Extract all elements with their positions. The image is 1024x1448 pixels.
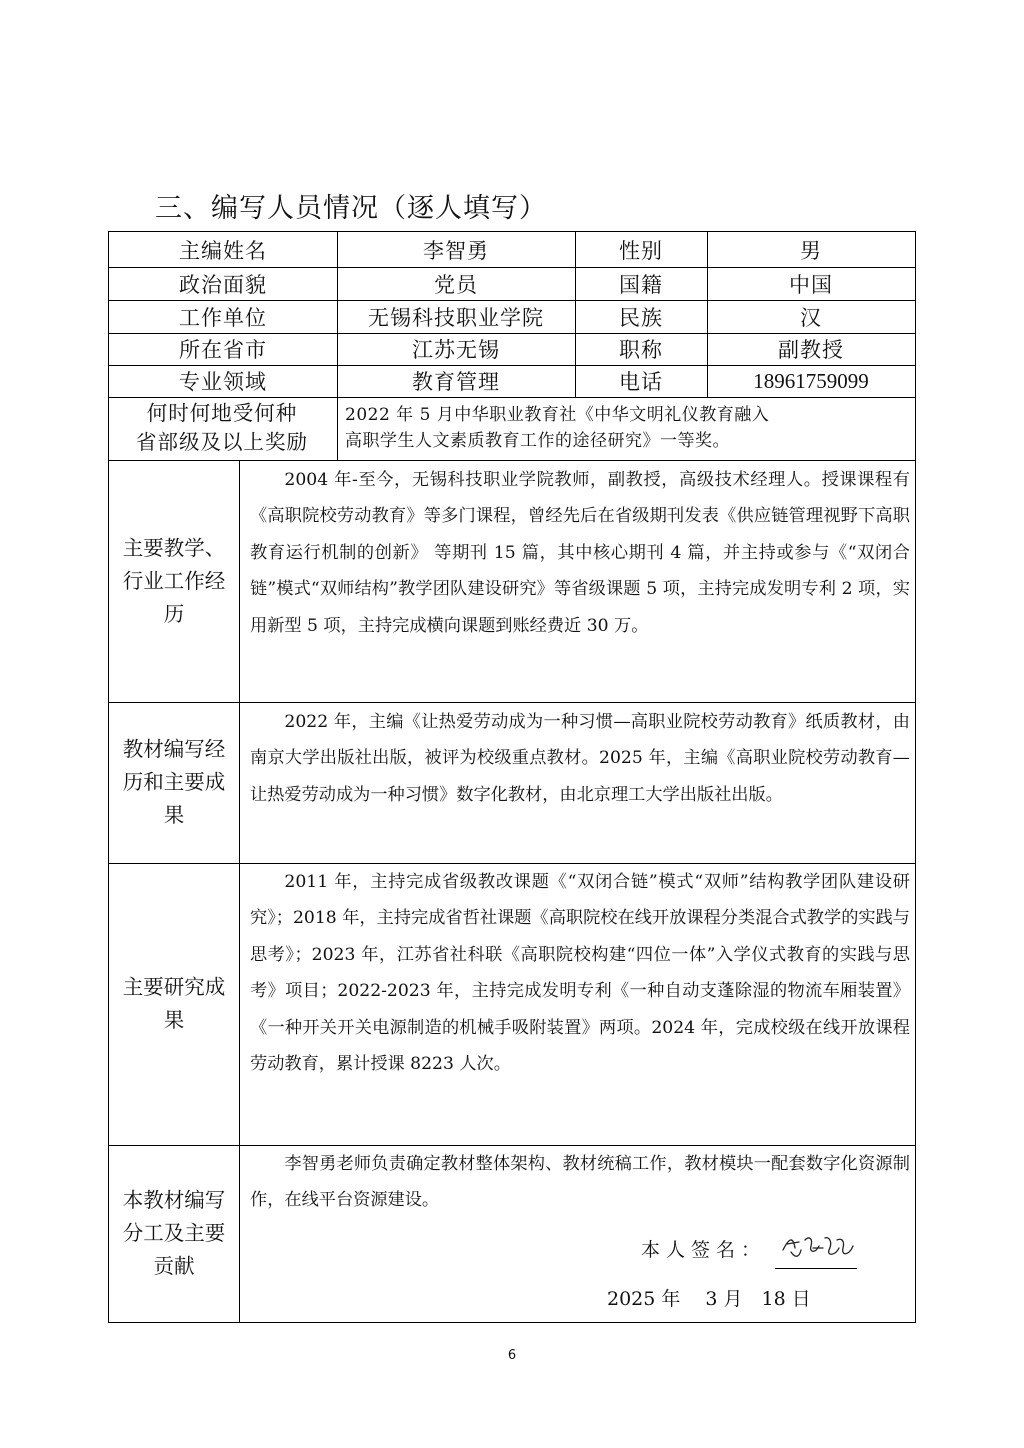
label-title: 职称 (619, 338, 663, 362)
page-number: 6 (507, 1348, 517, 1363)
value-ethnicity: 汉 (800, 305, 822, 330)
label-experience: 主要教学、行业工作经历 (122, 535, 226, 626)
label-textbook: 教材编写经历和主要成果 (122, 737, 226, 827)
value-province-city: 江苏无锡 (412, 338, 500, 362)
value-editor-name: 李智勇 (423, 238, 489, 263)
sign-label: 本人签名： (641, 1239, 767, 1261)
value-work-unit: 无锡科技职业学院 (368, 305, 544, 330)
label-field: 专业领域 (179, 370, 267, 394)
value-award (345, 402, 769, 454)
label-award (109, 399, 335, 457)
label-contribution: 本教材编写分工及主要贡献 (122, 1188, 226, 1278)
label-award-line2: 省部级及以上奖励 (136, 430, 308, 454)
label-political-status: 政治面貌 (179, 272, 267, 297)
sign-date: 2025 年 3 月 18 日 (607, 1288, 811, 1310)
signature-underline (775, 1268, 857, 1269)
research-text: 2011 年，主持完成省级教改课题《“双闭合链”模式“双师”结构教学团队建设研究》；2018 年，主持完成省哲社课题《高职院校在线开放课程分类混合式教学的实践与思考》；2023 年，江苏省社科联《高职院校构建“四位一体”入学仪式教育的实践与思考》项目；2022-2023 年，主持完成发明专利《一种自动支蓬除湿的物流车厢装置》《一种开关开关电源制造的机械手吸附装置》两项。2024 年，完成校级在线开放课程劳动教育，累计授课 8223 人次。 (250, 872, 910, 1075)
label-work-unit: 工作单位 (179, 305, 267, 330)
award-line1: 2022 年 5 月中华职业教育社《中华文明礼仪教育融入 (345, 405, 770, 425)
handwritten-signature (779, 1228, 859, 1264)
textbook-text: 2022 年，主编《让热爱劳动成为一种习惯—高职业院校劳动教育》纸质教材，由南京大学出版社出版，被评为校级重点教材。2025 年，主编《高职业院校劳动教育—让热爱劳动成为一种习惯》数字化教材，由北京理工大学出版社出版。 (250, 712, 910, 805)
value-title: 副教授 (778, 338, 844, 362)
label-phone: 电话 (619, 370, 663, 394)
section-title: 三、编写人员情况（逐人填写） (155, 193, 547, 224)
contribution-text: 李智勇老师负责确定教材整体架构、教材统稿工作，教材模块一配套数字化资源制作，在线平台资源建设。 (250, 1154, 910, 1211)
value-political-status: 党员 (434, 272, 478, 297)
label-ethnicity: 民族 (619, 305, 663, 330)
label-nationality: 国籍 (619, 272, 663, 297)
label-gender: 性别 (619, 238, 663, 263)
label-research: 主要研究成果 (122, 975, 226, 1032)
value-gender: 男 (800, 238, 822, 263)
label-province-city: 所在省市 (179, 338, 267, 362)
award-line2: 高职学生人文素质教育工作的途径研究》一等奖。 (345, 431, 730, 451)
experience-text: 2004 年-至今，无锡科技职业学院教师，副教授，高级技术经理人。授课课程有《高职院校劳动教育》等多门课程，曾经先后在省级期刊发表《供应链管理视野下高职教育运行机制的创新》 等期刊 15 篇，其中核心期刊 4 篇，并主持或参与《“双闭合链”模式“双师结构”教学团队建设研究》等省级课题 5 项，主持完成发明专利 2 项，实用新型 5 项，主持完成横向课题到账经费近 30 万。 (250, 470, 910, 636)
author-info-form (108, 231, 916, 1323)
col-divider (239, 460, 240, 1322)
label-award-line1: 何时何地受何种 (146, 401, 298, 425)
row-divider (109, 397, 915, 398)
label-editor-name: 主编姓名 (179, 238, 267, 263)
value-field: 教育管理 (412, 370, 500, 394)
value-phone: 18961759099 (753, 368, 869, 393)
value-nationality: 中国 (789, 272, 833, 297)
